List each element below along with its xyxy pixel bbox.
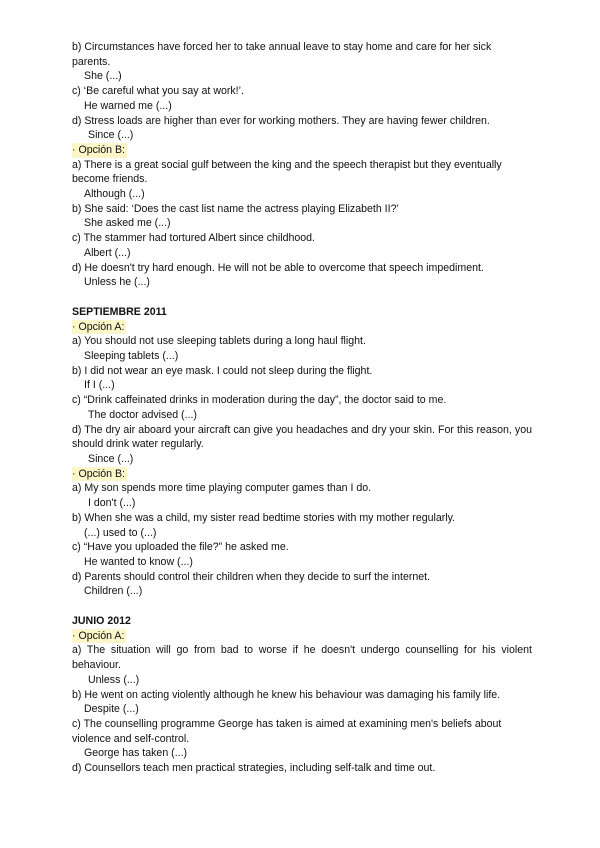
question-a-prompt: a) You should not use sleeping tablets during a long haul flight. bbox=[72, 335, 366, 348]
question-c-prompt: c) The stammer had tortured Albert since childhood. bbox=[72, 232, 315, 245]
question-a-stem: I don't (...) bbox=[88, 497, 136, 510]
question-d-prompt: d) Counsellors teach men practical strategies, including self-talk and time out. bbox=[72, 762, 436, 775]
question-b-prompt: b) Circumstances have forced her to take annual leave to stay home and care for her sick parents. bbox=[72, 41, 492, 68]
section-heading-june-2012: JUNIO 2012 bbox=[72, 615, 131, 628]
question-a-stem: Unless (...) bbox=[88, 673, 140, 686]
question-c-prompt: c) ‘Be careful what you say at work!’. bbox=[72, 85, 244, 98]
question-a-stem: Although (...) bbox=[84, 188, 145, 201]
question-a-stem: Sleeping tablets (...) bbox=[84, 350, 179, 363]
question-b-stem: She asked me (...) bbox=[84, 217, 171, 230]
question-d-prompt: d) He doesn't try hard enough. He will not be able to overcome that speech impediment. bbox=[72, 261, 484, 274]
option-b-label: · Opción B: bbox=[72, 467, 125, 480]
question-d-stem: Children (...) bbox=[84, 585, 143, 598]
question-b-stem: (...) used to (...) bbox=[84, 526, 157, 539]
question-b-stem: If I (...) bbox=[84, 379, 115, 392]
question-c-prompt: c) “Have you uploaded the file?” he asked me. bbox=[72, 541, 289, 554]
question-b-stem: She (...) bbox=[84, 70, 122, 83]
question-b-prompt: b) When she was a child, my sister read bedtime stories with my mother regularly. bbox=[72, 511, 456, 524]
question-b-stem: Despite (...) bbox=[84, 703, 139, 716]
question-d-prompt: d) Parents should control their children when they decide to surf the internet. bbox=[72, 570, 431, 583]
question-a-prompt: a) My son spends more time playing computer games than I do. bbox=[72, 482, 372, 495]
question-d-stem: Since (...) bbox=[88, 129, 134, 142]
question-d-stem: Since (...) bbox=[88, 452, 134, 465]
exam-page bbox=[72, 40, 532, 776]
question-b-prompt: b) He went on acting violently although he knew his behaviour was damaging his family life. bbox=[72, 688, 501, 701]
question-b-prompt: b) She said: ‘Does the cast list name the actress playing Elizabeth II?’ bbox=[72, 202, 399, 215]
option-b-label: · Opción B: bbox=[72, 143, 125, 156]
question-c-stem: He wanted to know (...) bbox=[84, 555, 193, 568]
option-a-label: · Opción A: bbox=[72, 629, 125, 642]
question-d-prompt: d) Stress loads are higher than ever for working mothers. They are having fewer children. bbox=[72, 114, 490, 127]
question-c-prompt: c) The counselling programme George has taken is aimed at examining men's beliefs about violence and self-control. bbox=[72, 717, 502, 745]
option-a-label: · Opción A: bbox=[72, 320, 125, 333]
question-a-prompt: a) The situation will go from bad to worse if he doesn't undergo counselling for his violent behaviour. bbox=[72, 644, 532, 672]
question-c-stem: George has taken (...) bbox=[84, 747, 188, 760]
question-c-stem: Albert (...) bbox=[84, 246, 131, 259]
question-c-prompt: c) “Drink caffeinated drinks in moderation during the day”, the doctor said to me. bbox=[72, 394, 447, 407]
question-d-stem: Unless he (...) bbox=[84, 276, 150, 289]
question-c-stem: He warned me (...) bbox=[84, 99, 172, 112]
question-a-prompt: a) There is a great social gulf between the king and the speech therapist but they eventually become friends. bbox=[72, 158, 502, 186]
question-b-prompt: b) I did not wear an eye mask. I could not sleep during the flight. bbox=[72, 364, 373, 377]
section-heading-sept-2011: SEPTIEMBRE 2011 bbox=[72, 305, 167, 318]
question-c-stem: The doctor advised (...) bbox=[88, 408, 197, 421]
question-d-prompt: d) The dry air aboard your aircraft can give you headaches and dry your skin. For this reason, you should drink water regularly. bbox=[72, 423, 532, 451]
